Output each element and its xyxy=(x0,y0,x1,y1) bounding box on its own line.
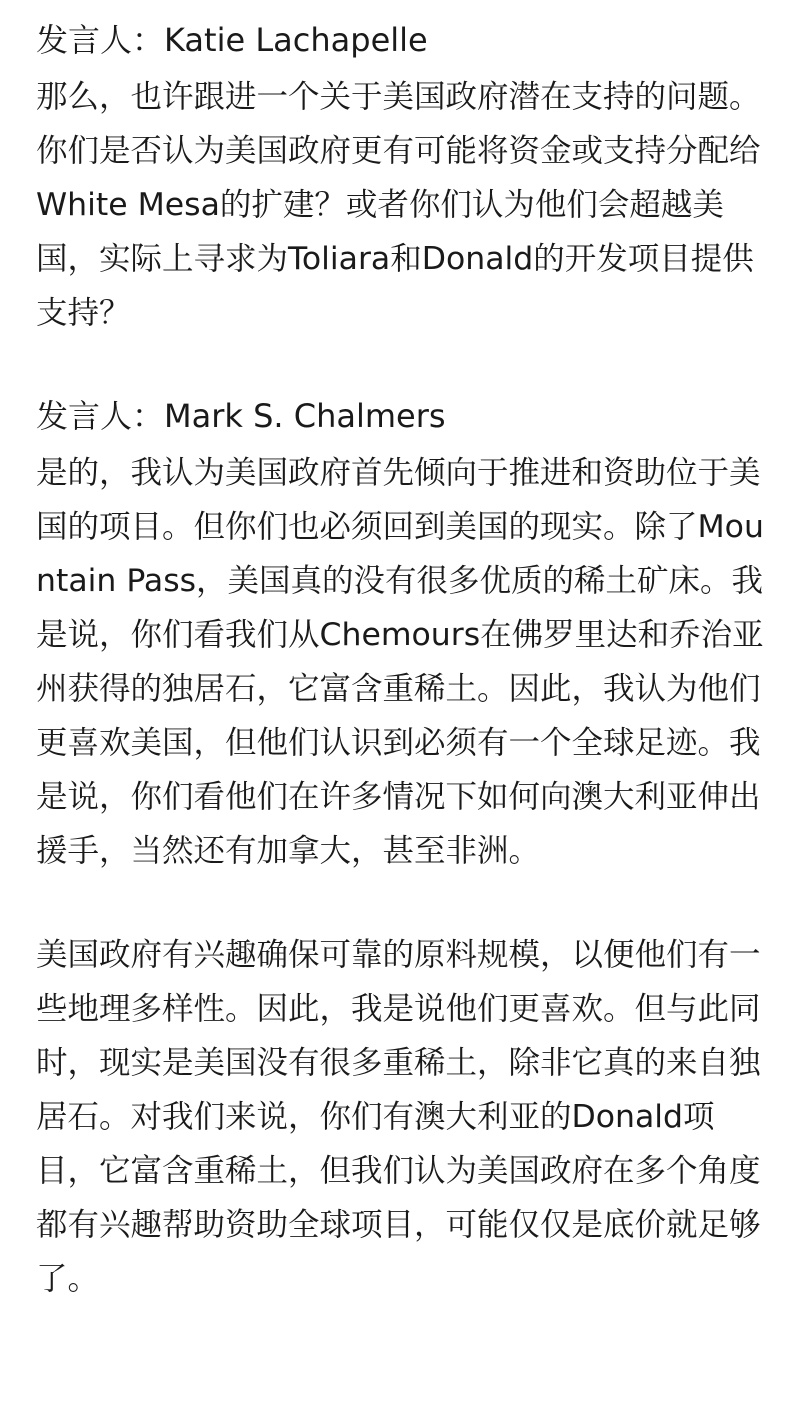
question-paragraph: 那么，也许跟进一个关于美国政府潜在支持的问题。你们是否认为美国政府更有可能将资金或支持分配给White Mesa的扩建？或者你们认为他们会超越美国，实际上寻求为Toliara和Donald的开发项目提供支持？ xyxy=(36,79,761,331)
answer-paragraph-1: 是的，我认为美国政府首先倾向于推进和资助位于美国的项目。但你们也必须回到美国的现实。除了Mountain Pass，美国真的没有很多优质的稀土矿床。我是说，你们看我们从Chemours在佛罗里达和乔治亚州获得的独居石，它富含重稀土。因此，我认为他们更喜欢美国，但他们认识到必须有一个全球足迹。我是说，你们看他们在许多情况下如何向澳大利亚伸出援手，当然还有加拿大，甚至非洲。 xyxy=(36,455,764,869)
speaker-label-katie: 发言人：Katie Lachapelle xyxy=(36,21,428,59)
speaker-label-mark: 发言人：Mark S. Chalmers xyxy=(36,397,446,435)
answer-paragraph-2: 美国政府有兴趣确保可靠的原料规模，以便他们有一些地理多样性。因此，我是说他们更喜欢。但与此同时，现实是美国没有很多重稀土，除非它真的来自独居石。对我们来说，你们有澳大利亚的Donald项目，它富含重稀土，但我们认为美国政府在多个角度都有兴趣帮助资助全球项目，可能仅仅是底价就足够了。 xyxy=(36,937,761,1297)
